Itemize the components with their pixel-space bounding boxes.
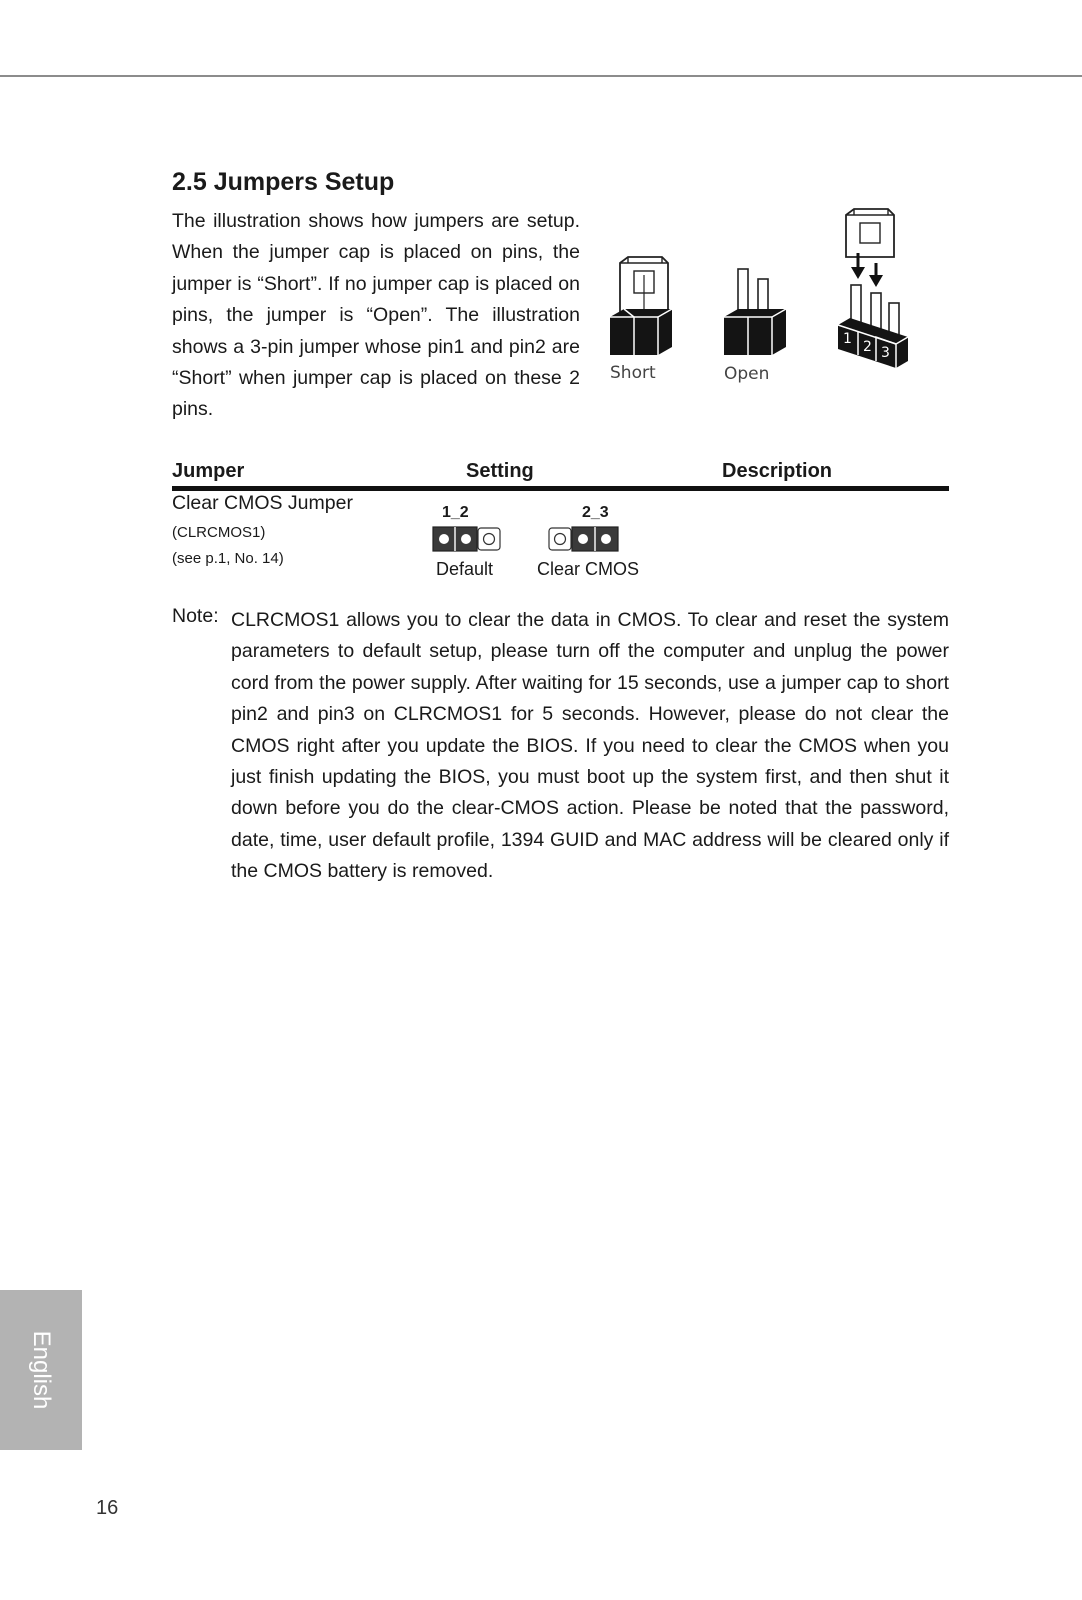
intro-paragraph: The illustration shows how jumpers are setup. When the jumper cap is placed on pins, the jumper is “Short”. If no jumper cap is placed on pins, the jumper is “Open”. The illustration shows a 3-pin jumper whose pin1 and pin2 are “Short” when jumper cap is placed on these 2 pins. xyxy=(172,210,580,421)
clear-cmos-caption: Clear CMOS xyxy=(537,559,640,579)
default-caption: Default xyxy=(436,559,494,579)
language-tab xyxy=(0,1290,82,1450)
language-label: English xyxy=(28,1330,55,1410)
short-jumper-icon xyxy=(610,257,672,355)
jumper-illustration xyxy=(610,205,940,405)
clear-pin-label: 2_3 xyxy=(582,504,609,521)
pin-number-2: 2 xyxy=(863,339,872,355)
open-jumper-icon xyxy=(724,269,786,355)
three-pin-jumper-icon xyxy=(838,209,908,368)
page-number: 16 xyxy=(96,1497,119,1519)
header-description: Description xyxy=(722,460,833,482)
jumper-id: (CLRCMOS1) xyxy=(172,524,266,541)
table-header-rule xyxy=(172,486,949,491)
short-label: Short xyxy=(610,363,656,383)
note-text: CLRCMOS1 allows you to clear the data in CMOS. To clear and reset the system parameters to default setup, please turn off the computer and unplug the power cord from the power supply. After waiting for 15 seconds, use a jumper cap to short pin2 and pin3 on CLRCMOS1 for 5 seconds. However, please do not clear the CMOS right after you update the BIOS. If you need to clear the CMOS when you just finish updating the BIOS, you must boot up the system first, and then shut it down before you do the clear-CMOS action. Please be noted that the password, date, time, user default profile, 1394 GUID and MAC address will be cleared only if the CMOS battery is removed. xyxy=(231,609,949,883)
header-setting: Setting xyxy=(466,460,534,482)
section-title: 2.5 Jumpers Setup xyxy=(172,168,395,196)
header-rule xyxy=(0,75,1082,77)
default-pin-label: 1_2 xyxy=(442,504,469,521)
pin-number-1: 1 xyxy=(843,331,852,347)
default-pin-icon xyxy=(432,526,502,552)
note-prefix: Note: xyxy=(172,605,219,627)
jumper-reference: (see p.1, No. 14) xyxy=(172,550,284,567)
clear-cmos-pin-icon xyxy=(548,526,620,552)
jumper-name: Clear CMOS Jumper xyxy=(172,492,353,514)
open-label: Open xyxy=(724,364,770,384)
header-jumper: Jumper xyxy=(172,460,245,482)
pin-number-3: 3 xyxy=(881,345,890,361)
